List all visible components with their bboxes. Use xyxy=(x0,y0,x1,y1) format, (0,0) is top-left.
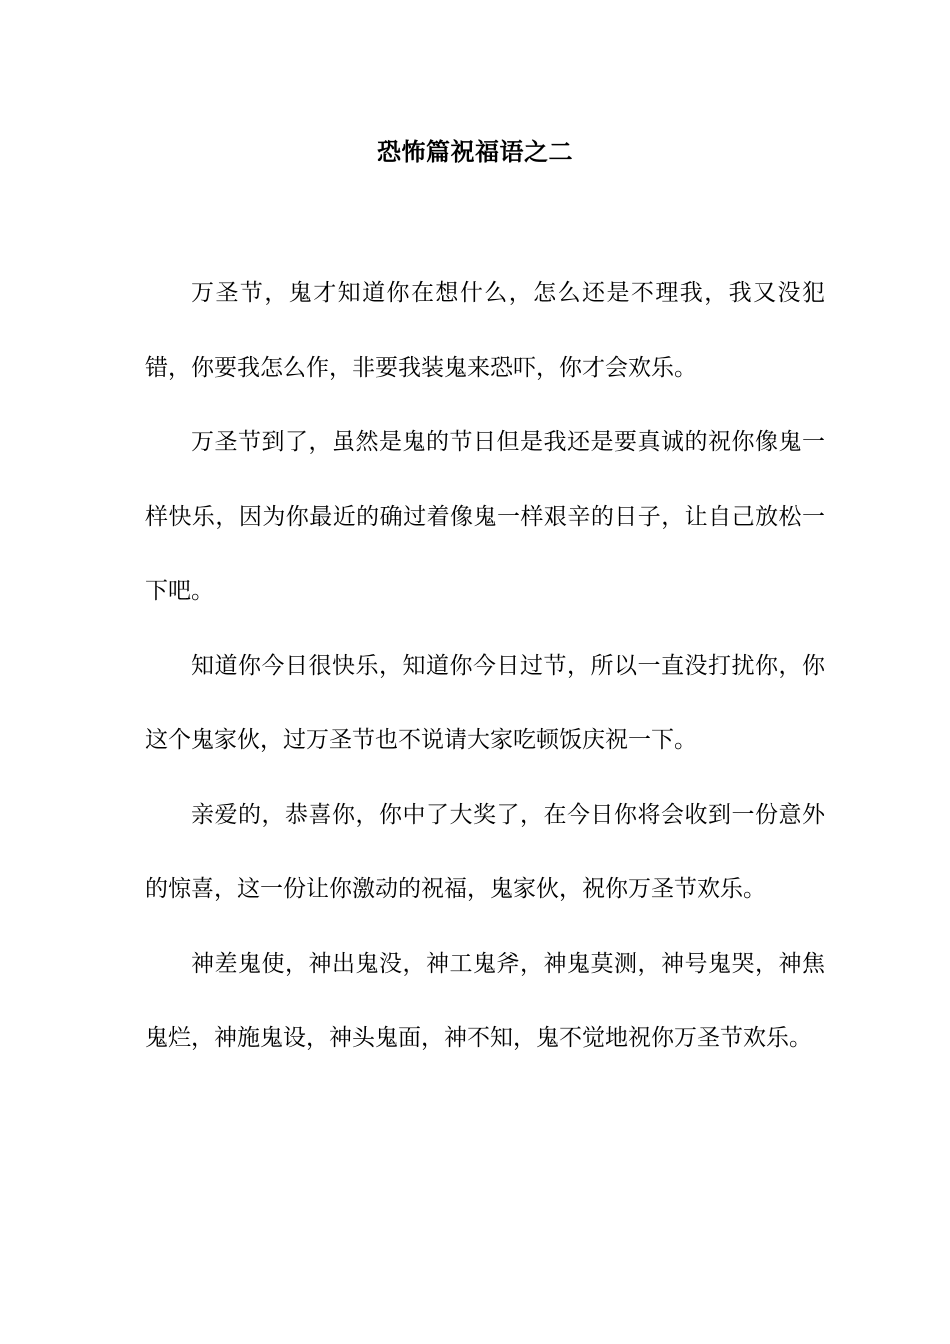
paragraph-4: 亲爱的，恭喜你，你中了大奖了，在今日你将会收到一份意外的惊喜，这一份让你激动的祝福，鬼家伙，祝你万圣节欢乐。 xyxy=(145,801,825,902)
paragraph-3: 知道你今日很快乐，知道你今日过节，所以一直没打扰你，你这个鬼家伙，过万圣节也不说请大家吃顿饭庆祝一下。 xyxy=(145,652,825,753)
paragraph-2: 万圣节到了，虽然是鬼的节日但是我还是要真诚的祝你像鬼一样快乐，因为你最近的确过着像鬼一样艰辛的日子，让自己放松一下吧。 xyxy=(145,429,825,604)
paragraph-1: 万圣节，鬼才知道你在想什么，怎么还是不理我，我又没犯错，你要我怎么作，非要我装鬼来恐吓，你才会欢乐。 xyxy=(145,280,825,381)
document-body xyxy=(145,256,825,1076)
paragraph-5: 神差鬼使，神出鬼没，神工鬼斧，神鬼莫测，神号鬼哭，神焦鬼烂，神施鬼设，神头鬼面，神不知，鬼不觉地祝你万圣节欢乐。 xyxy=(145,950,825,1051)
document-title: 恐怖篇祝福语之二 xyxy=(377,137,573,166)
